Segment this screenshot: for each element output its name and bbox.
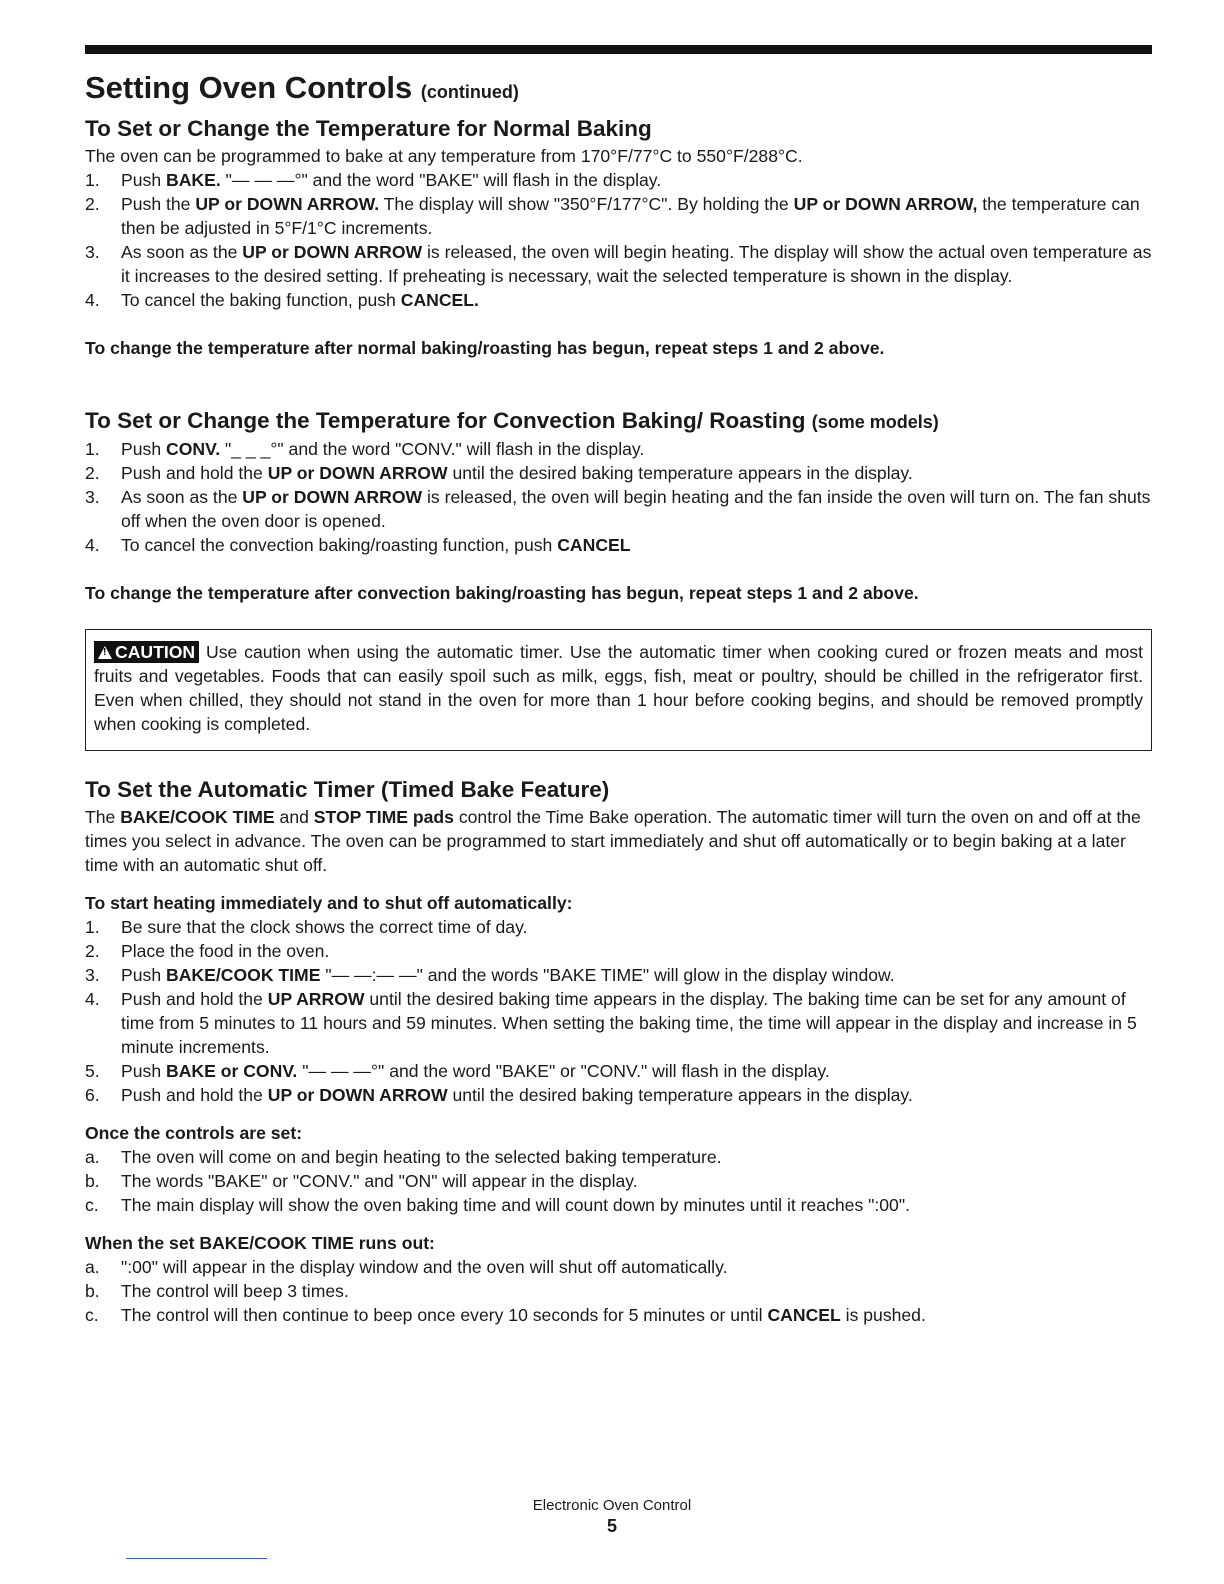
section-normal-baking-heading: To Set or Change the Temperature for Normal Baking: [85, 116, 652, 141]
list-item: a. The oven will come on and begin heating to the selected baking temperature.: [85, 1147, 722, 1167]
page-title: Setting Oven Controls (continued): [85, 70, 519, 105]
caution-box: [85, 629, 1152, 751]
page-content: [85, 66, 1152, 1327]
list-item: 4. To cancel the convection baking/roasting function, push CANCEL: [85, 535, 631, 555]
convection-steps: [85, 437, 1152, 557]
page-title-continued: (continued): [420, 82, 519, 102]
normal-baking-steps: [85, 168, 1152, 312]
timer-sub-set: Once the controls are set:: [85, 1123, 303, 1143]
section-convection-heading: To Set or Change the Temperature for Convection Baking/ Roasting (some models): [85, 408, 939, 433]
page-number: 5: [606, 1516, 617, 1536]
list-item: b. The control will beep 3 times.: [85, 1281, 349, 1301]
list-item: 1. Push BAKE. "— — —°" and the word "BAKE" will flash in the display.: [85, 170, 662, 190]
caution-badge: !CAUTION: [94, 641, 199, 663]
list-item: 6. Push and hold the UP or DOWN ARROW until the desired baking temperature appears in the display.: [85, 1085, 913, 1105]
list-item: 1. Be sure that the clock shows the correct time of day.: [85, 917, 528, 937]
timer-sub-out: When the set BAKE/COOK TIME runs out:: [85, 1233, 435, 1253]
list-item: c. The control will then continue to beep once every 10 seconds for 5 minutes or until CANCEL is pushed.: [85, 1305, 926, 1325]
list-item: 2. Push the UP or DOWN ARROW. The display will show "350°F/177°C". By holding the UP or DOWN ARROW, the temperature can then be adjusted in 5°F/1°C increments.: [85, 194, 1140, 238]
bottom-rule: [126, 1558, 267, 1559]
list-item: a. ":00" will appear in the display window and the oven will shut off automatically.: [85, 1257, 728, 1277]
list-item: b. The words "BAKE" or "CONV." and "ON" will appear in the display.: [85, 1171, 638, 1191]
section-timer-heading: To Set the Automatic Timer (Timed Bake Feature): [85, 777, 610, 802]
section-normal-baking-intro: The oven can be programmed to bake at any temperature from 170°F/77°C to 550°F/288°C.: [85, 146, 803, 166]
timer-steps: [85, 915, 1152, 1107]
list-item: 3. Push BAKE/COOK TIME "— —:— —" and the words "BAKE TIME" will glow in the display window.: [85, 965, 895, 985]
list-item: 2. Push and hold the UP or DOWN ARROW until the desired baking temperature appears in the display.: [85, 463, 913, 483]
timer-sub-start: To start heating immediately and to shut off automatically:: [85, 893, 573, 913]
controls-set-list: [85, 1145, 1152, 1217]
list-item: 2. Place the food in the oven.: [85, 941, 330, 961]
warning-icon: [98, 646, 112, 659]
list-item: 4. Push and hold the UP ARROW until the desired baking time appears in the display. The baking time can be set for any amount of time from 5 minutes to 11 hours and 59 minutes. When setting the baking time, the time will appear in the display and increase in 5 minute increments.: [85, 989, 1137, 1057]
list-item: 4. To cancel the baking function, push CANCEL.: [85, 290, 479, 310]
footer-label: Electronic Oven Control: [532, 1497, 692, 1514]
list-item: 3. As soon as the UP or DOWN ARROW is released, the oven will begin heating. The display will show the actual oven temperature as it increases to the desired setting. If preheating is necessary, wait the selected temperature is shown in the display.: [85, 242, 1152, 286]
convection-note: To change the temperature after convection baking/roasting has begun, repeat steps 1 and 2 above.: [85, 583, 919, 603]
list-item: c. The main display will show the oven baking time and will count down by minutes until it reaches ":00".: [85, 1195, 910, 1215]
list-item: 3. As soon as the UP or DOWN ARROW is released, the oven will begin heating and the fan inside the oven will turn on. The fan shuts off when the oven door is opened.: [85, 487, 1151, 531]
list-item: 1. Push CONV. "_ _ _°" and the word "CONV." will flash in the display.: [85, 439, 645, 459]
time-out-list: [85, 1255, 1152, 1327]
caution-text: Use caution when using the automatic timer. Use the automatic timer when cooking cured or frozen meats and most fruits and vegetables. Foods that can easily spoil such as milk, eggs, fish, meat or poultry, should be chilled in the refrigerator first. Even when chilled, they should not stand in the oven for more than 1 hour before cooking begins, and should be removed promptly when cooking is completed.: [94, 642, 1143, 734]
list-item: 5. Push BAKE or CONV. "— — —°" and the word "BAKE" or "CONV." will flash in the display.: [85, 1061, 830, 1081]
top-rule: [85, 45, 1152, 54]
page-footer: [0, 1496, 1224, 1536]
normal-baking-note: To change the temperature after normal baking/roasting has begun, repeat steps 1 and 2 above.: [85, 338, 885, 358]
section-timer-intro: The BAKE/COOK TIME and STOP TIME pads control the Time Bake operation. The automatic timer will turn the oven on and off at the times you select in advance. The oven can be programmed to start immediately and shut off automatically or to begin baking at a later time with an automatic shut off.: [85, 807, 1141, 875]
